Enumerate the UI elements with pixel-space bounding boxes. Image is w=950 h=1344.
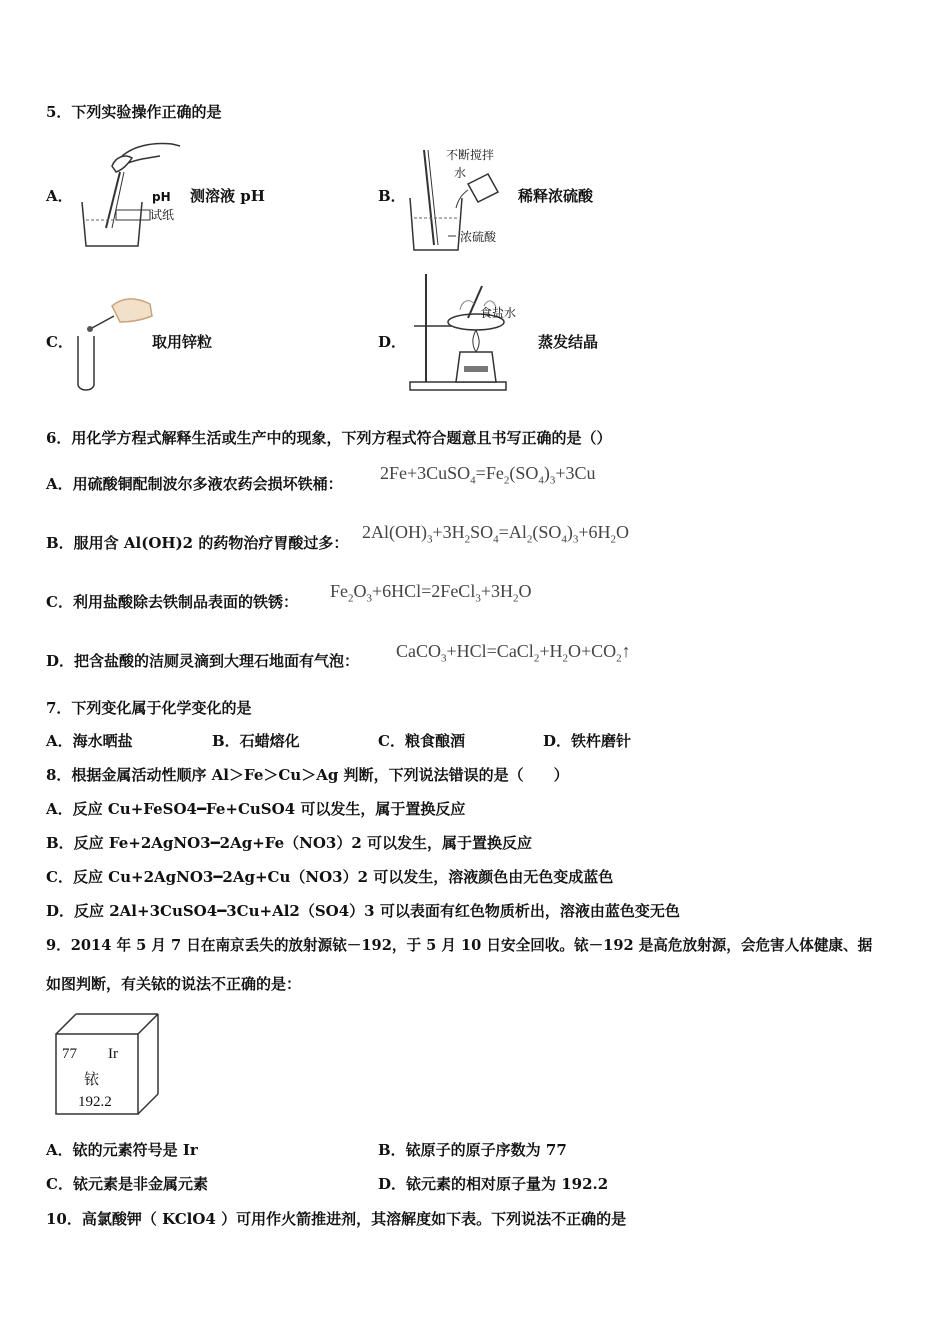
q9-option-d: D．铱元素的相对原子量为 192.2: [378, 1175, 609, 1193]
ph-test-figure: [72, 136, 192, 251]
q6-d-text: D．把含盐酸的洁厕灵滴到大理石地面有气泡：: [46, 652, 360, 670]
card-element-name: 铱: [84, 1070, 100, 1088]
q6-c-equation: $Fe_2O_3+6HCl=2FeCl_3+3H_2O$: [330, 581, 532, 605]
zinc-figure: [72, 292, 162, 397]
q9-option-c: C．铱元素是非金属元素: [46, 1175, 208, 1193]
q8-stem: 8．根据金属活动性顺序 Al＞Fe＞Cu＞Ag 判断，下列说法错误的是（ ）: [46, 766, 569, 784]
q10-stem: 10．高氯酸钾（ KClO4 ）可用作火箭推进剂，其溶解度如下表。下列说法不正确的是: [46, 1210, 627, 1228]
q5-d-label: 蒸发结晶: [538, 333, 599, 351]
q7-option-b: B．石蜡熔化: [212, 732, 300, 750]
stir-label: 不断搅拌: [446, 148, 495, 162]
q8-option-a: A．反应 Cu+FeSO4━Fe+CuSO4 可以发生，属于置换反应: [46, 800, 466, 818]
q6-b-equation: $2Al(OH)_3+3H_2SO_4=Al_2(SO_4)_3+6H_2O$: [362, 522, 629, 546]
q7-option-a: A．海水晒盐: [46, 732, 133, 750]
q8-option-c: C．反应 Cu+2AgNO3━2Ag+Cu（NO3）2 可以发生，溶液颜色由无色变成蓝色: [46, 868, 614, 886]
q8-option-b: B．反应 Fe+2AgNO3━2Ag+Fe（NO3）2 可以发生，属于置换反应: [46, 834, 533, 852]
q5-b-letter: B．: [378, 187, 406, 205]
salt-water-label: 食盐水: [480, 306, 517, 320]
q9-stem-line1: 9．2014 年 5 月 7 日在南京丢失的放射源铱－192，于 5 月 10 日安全回收。铱－192 是高危放射源，会危害人体健康、据: [46, 937, 873, 954]
q7-stem: 7．下列变化属于化学变化的是: [46, 699, 252, 717]
q9-stem-line2: 如图判断，有关铱的说法不正确的是：: [46, 975, 302, 993]
q5-d-letter: D．: [378, 333, 407, 351]
q6-c-text: C．利用盐酸除去铁制品表面的铁锈：: [46, 593, 298, 611]
water-label: 水: [454, 166, 467, 180]
q6-a-text: A．用硫酸铜配制波尔多液农药会损坏铁桶：: [46, 475, 343, 493]
q5-a-letter: A．: [46, 187, 73, 205]
q7-option-d: D．铁杵磨针: [543, 732, 632, 750]
q6-b-text: B．服用含 Al(OH)2 的药物治疗胃酸过多：: [46, 534, 349, 552]
acid-label: 浓硫酸: [460, 230, 497, 244]
ph-paper-label: 试纸: [150, 208, 175, 222]
evaporation-figure: [404, 270, 517, 395]
q5-b-label: 稀释浓硫酸: [518, 187, 594, 205]
card-atomic-number: 77: [62, 1046, 77, 1062]
card-symbol: Ir: [108, 1046, 118, 1062]
q7-option-c: C．粮食酿酒: [378, 732, 465, 750]
q5-stem: 5．下列实验操作正确的是: [46, 103, 222, 121]
q9-option-a: A．铱的元素符号是 Ir: [46, 1141, 198, 1159]
q6-a-equation: $2Fe+3CuSO_4=Fe_2(SO_4)_3+3Cu$: [380, 463, 596, 487]
q6-d-equation: $CaCO_3+HCl=CaCl_2+H_2O+CO_2↑$: [396, 641, 631, 665]
q9-option-b: B．铱原子的原子序数为 77: [378, 1141, 567, 1159]
q5-c-letter: C．: [46, 333, 73, 351]
q5-a-label: 测溶液 pH: [190, 187, 265, 205]
q8-option-d: D．反应 2Al+3CuSO4━3Cu+Al2（SO4）3 可以表面有红色物质析出，溶液由蓝色变无色: [46, 902, 680, 920]
ph-label: pH: [152, 190, 171, 204]
q5-c-label: 取用锌粒: [152, 333, 213, 351]
card-atomic-mass: 192.2: [78, 1094, 112, 1110]
q6-stem: 6．用化学方程式解释生活或生产中的现象，下列方程式符合题意且书写正确的是（）: [46, 429, 612, 447]
